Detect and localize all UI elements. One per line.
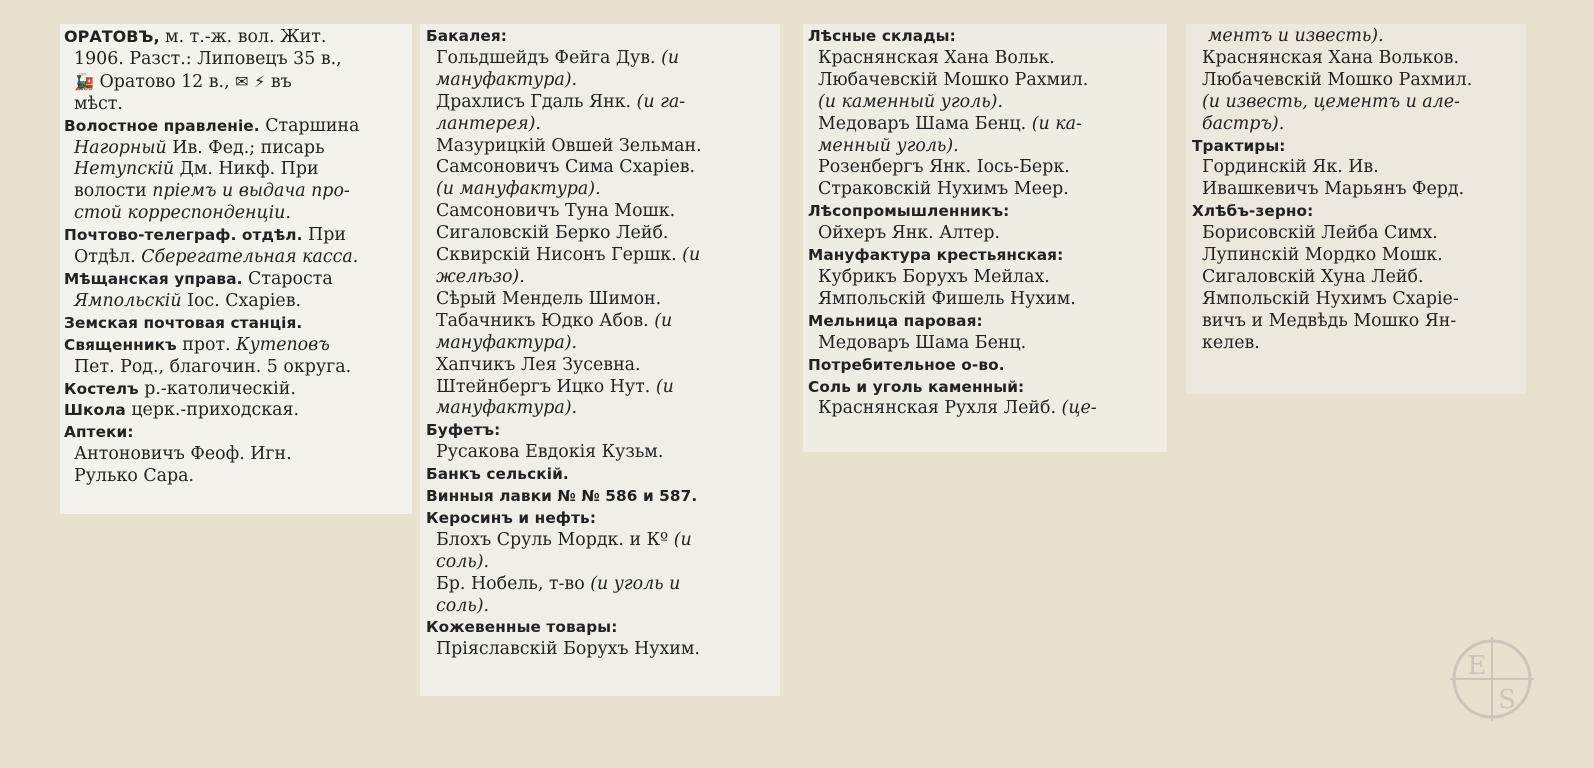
entry-line: Борисовскій Лейба Симх. (1202, 223, 1438, 244)
logo-letter-s: S (1498, 685, 1516, 715)
section-heading: Волостное правленіе. Старшина (64, 115, 360, 136)
section-heading: Лѣсные склады: (808, 27, 956, 45)
section-heading: Потребительное о-во. (808, 355, 1005, 374)
section-heading: Священникъ прот. Кутеповъ (64, 334, 330, 355)
entry-line: Медоваръ Шама Бенц. (и ка- (818, 113, 1082, 134)
entry-line: Сигаловскій Хуна Лейб. (1202, 266, 1424, 287)
entry-line: Любачевскій Мошко Рахмил. (1202, 69, 1473, 90)
entry-line: желѣзо). (436, 266, 525, 287)
column-3 (808, 26, 1162, 420)
entry-line: Отдѣл. Сберегательная касса. (74, 247, 359, 268)
section-heading: Костелъ р.-католическій. (64, 378, 296, 399)
entry-line: Самсоновичъ Туна Мошк. (436, 201, 676, 222)
train-icon: 🚂 (74, 71, 94, 91)
entry-line: Ивашкевичъ Марьянъ Ферд. (1202, 179, 1465, 200)
entry-line: Русакова Евдокія Кузьм. (436, 442, 664, 463)
section-heading: Земская почтовая станція. (64, 313, 303, 332)
section-heading: Кожевенные товары: (426, 618, 618, 637)
entry-line: соль). (436, 595, 490, 616)
entry-line: келев. (1202, 332, 1260, 353)
entry-line: Ямпольскій Іос. Схаріев. (74, 290, 302, 311)
entry-line: (и мануфактура). (436, 179, 601, 200)
column-1 (64, 26, 408, 488)
entry-line: лантерея). (436, 113, 541, 134)
entry-line: Мазурицкій Овшей Зельман. (436, 135, 702, 156)
section-heading: Керосинъ и нефть: (426, 508, 597, 527)
entry-line: Сѣрый Мендель Шимон. (436, 288, 662, 309)
entry-line: волости пріемъ и выдача про- (74, 181, 350, 202)
section-heading: Аптеки: (64, 423, 134, 442)
post-icon: ✉ (235, 71, 249, 91)
section-heading: Соль и уголь каменный: (808, 377, 1025, 396)
entry-line: соль). (436, 551, 490, 572)
section-heading: Банкъ сельскій. (426, 465, 569, 484)
entry-line: Бр. Нобель, т-во (и уголь и (436, 573, 681, 594)
section-heading: Школа церк.-приходская. (64, 400, 300, 421)
column-2 (426, 26, 776, 661)
entry-line: Драхлисъ Гдаль Янк. (и га- (436, 91, 686, 112)
entry-line: Краснянская Хана Вольк. (818, 47, 1055, 68)
entry-line: Нагорный Ив. Фед.; писарь (74, 137, 325, 158)
entry-line: 1906. Разст.: Липовецъ 35 в., (74, 48, 342, 69)
section-heading: Бакалея: (426, 27, 508, 45)
entry-line: Лупинскій Мордко Мошк. (1202, 245, 1443, 266)
entry-line: Хапчикъ Лея Зусевна. (436, 354, 641, 375)
entry-line: Медоваръ Шама Бенц. (818, 332, 1027, 353)
entry-line: (и известь, цементъ и але- (1202, 91, 1460, 112)
entry-line: Краснянская Рухля Лейб. (це- (818, 398, 1097, 419)
entry-line: Табачникъ Юдко Абов. (и (436, 310, 673, 331)
entry-line: 🚂 Оратово 12 в., ✉ ⚡ въ (74, 71, 292, 92)
entry-line: Страковскій Нухимъ Меер. (818, 179, 1069, 200)
section-heading: Мануфактура крестьянская: (808, 246, 1064, 265)
entry-line: мануфактура). (436, 332, 578, 353)
entry-line: Кубрикъ Борухъ Мейлах. (818, 266, 1050, 287)
entry-line: мануфактура). (436, 398, 578, 419)
section-heading: Винныя лавки № № 586 и 587. (426, 487, 698, 506)
entry-line: Розенбергъ Янк. Іось-Берк. (818, 157, 1070, 178)
entry-town-header: ОРАТОВЪ, м. т.-ж. вол. Жит. (64, 27, 327, 47)
entry-line: Гольдшейдъ Фейга Дув. (и (436, 47, 680, 68)
section-heading: Буфетъ: (426, 421, 501, 440)
entry-line: Любачевскій Мошко Рахмил. (818, 69, 1089, 90)
section-heading: Трактиры: (1192, 136, 1286, 155)
entry-line: Пріяславскій Борухъ Нухим. (436, 639, 700, 660)
entry-line: Блохъ Сруль Мордк. и Кº (и (436, 529, 692, 550)
entry-line: Пет. Род., благочин. 5 округа. (74, 356, 352, 377)
entry-line: Рулько Сара. (74, 466, 195, 487)
logo-letter-e: E (1467, 651, 1487, 681)
entry-line: Ямпольскій Нухимъ Схаріе- (1202, 288, 1459, 309)
entry-line: Штейнбергъ Ицко Нут. (и (436, 376, 674, 397)
entry-line: мѣст. (74, 93, 123, 114)
entry-line: Антоновичъ Феоф. Игн. (74, 444, 292, 465)
entry-line: (и каменный уголь). (818, 91, 1003, 112)
entry-line: Самсоновичъ Сима Схаріев. (436, 157, 696, 178)
section-heading: Лѣсопромышленникъ: (808, 202, 1010, 221)
column-4 (1192, 26, 1522, 355)
entry-line: Сквирскій Нисонъ Гершк. (и (436, 245, 701, 266)
es-logo-icon (1450, 637, 1534, 721)
entry-line: Нетупскій Дм. Никф. При (74, 159, 319, 180)
section-heading: Мѣщанская управа. Староста (64, 268, 333, 289)
entry-line: вичъ и Медвѣдь Мошко Ян- (1202, 310, 1457, 331)
entry-line: стой корреспонденціи. (74, 203, 291, 224)
entry-line: Гординскій Як. Ив. (1202, 157, 1379, 178)
entry-line: Сигаловскій Берко Лейб. (436, 223, 669, 244)
entry-line: мануфактура). (436, 69, 578, 90)
entry-line: Краснянская Хана Вольков. (1202, 47, 1459, 68)
entry-line: бастръ). (1202, 113, 1285, 134)
section-heading: Мельница паровая: (808, 311, 983, 330)
telegraph-icon: ⚡ (254, 71, 266, 91)
entry-line: Ямпольскій Фишель Нухим. (818, 288, 1076, 309)
entry-line: менный уголь). (818, 135, 959, 156)
section-heading: Почтово-телеграф. отдѣл. При (64, 225, 346, 246)
section-heading: Хлѣбъ-зерно: (1192, 202, 1314, 221)
entry-line: Ойхеръ Янк. Алтер. (818, 223, 1001, 244)
entry-line: ментъ и известь). (1208, 26, 1384, 46)
